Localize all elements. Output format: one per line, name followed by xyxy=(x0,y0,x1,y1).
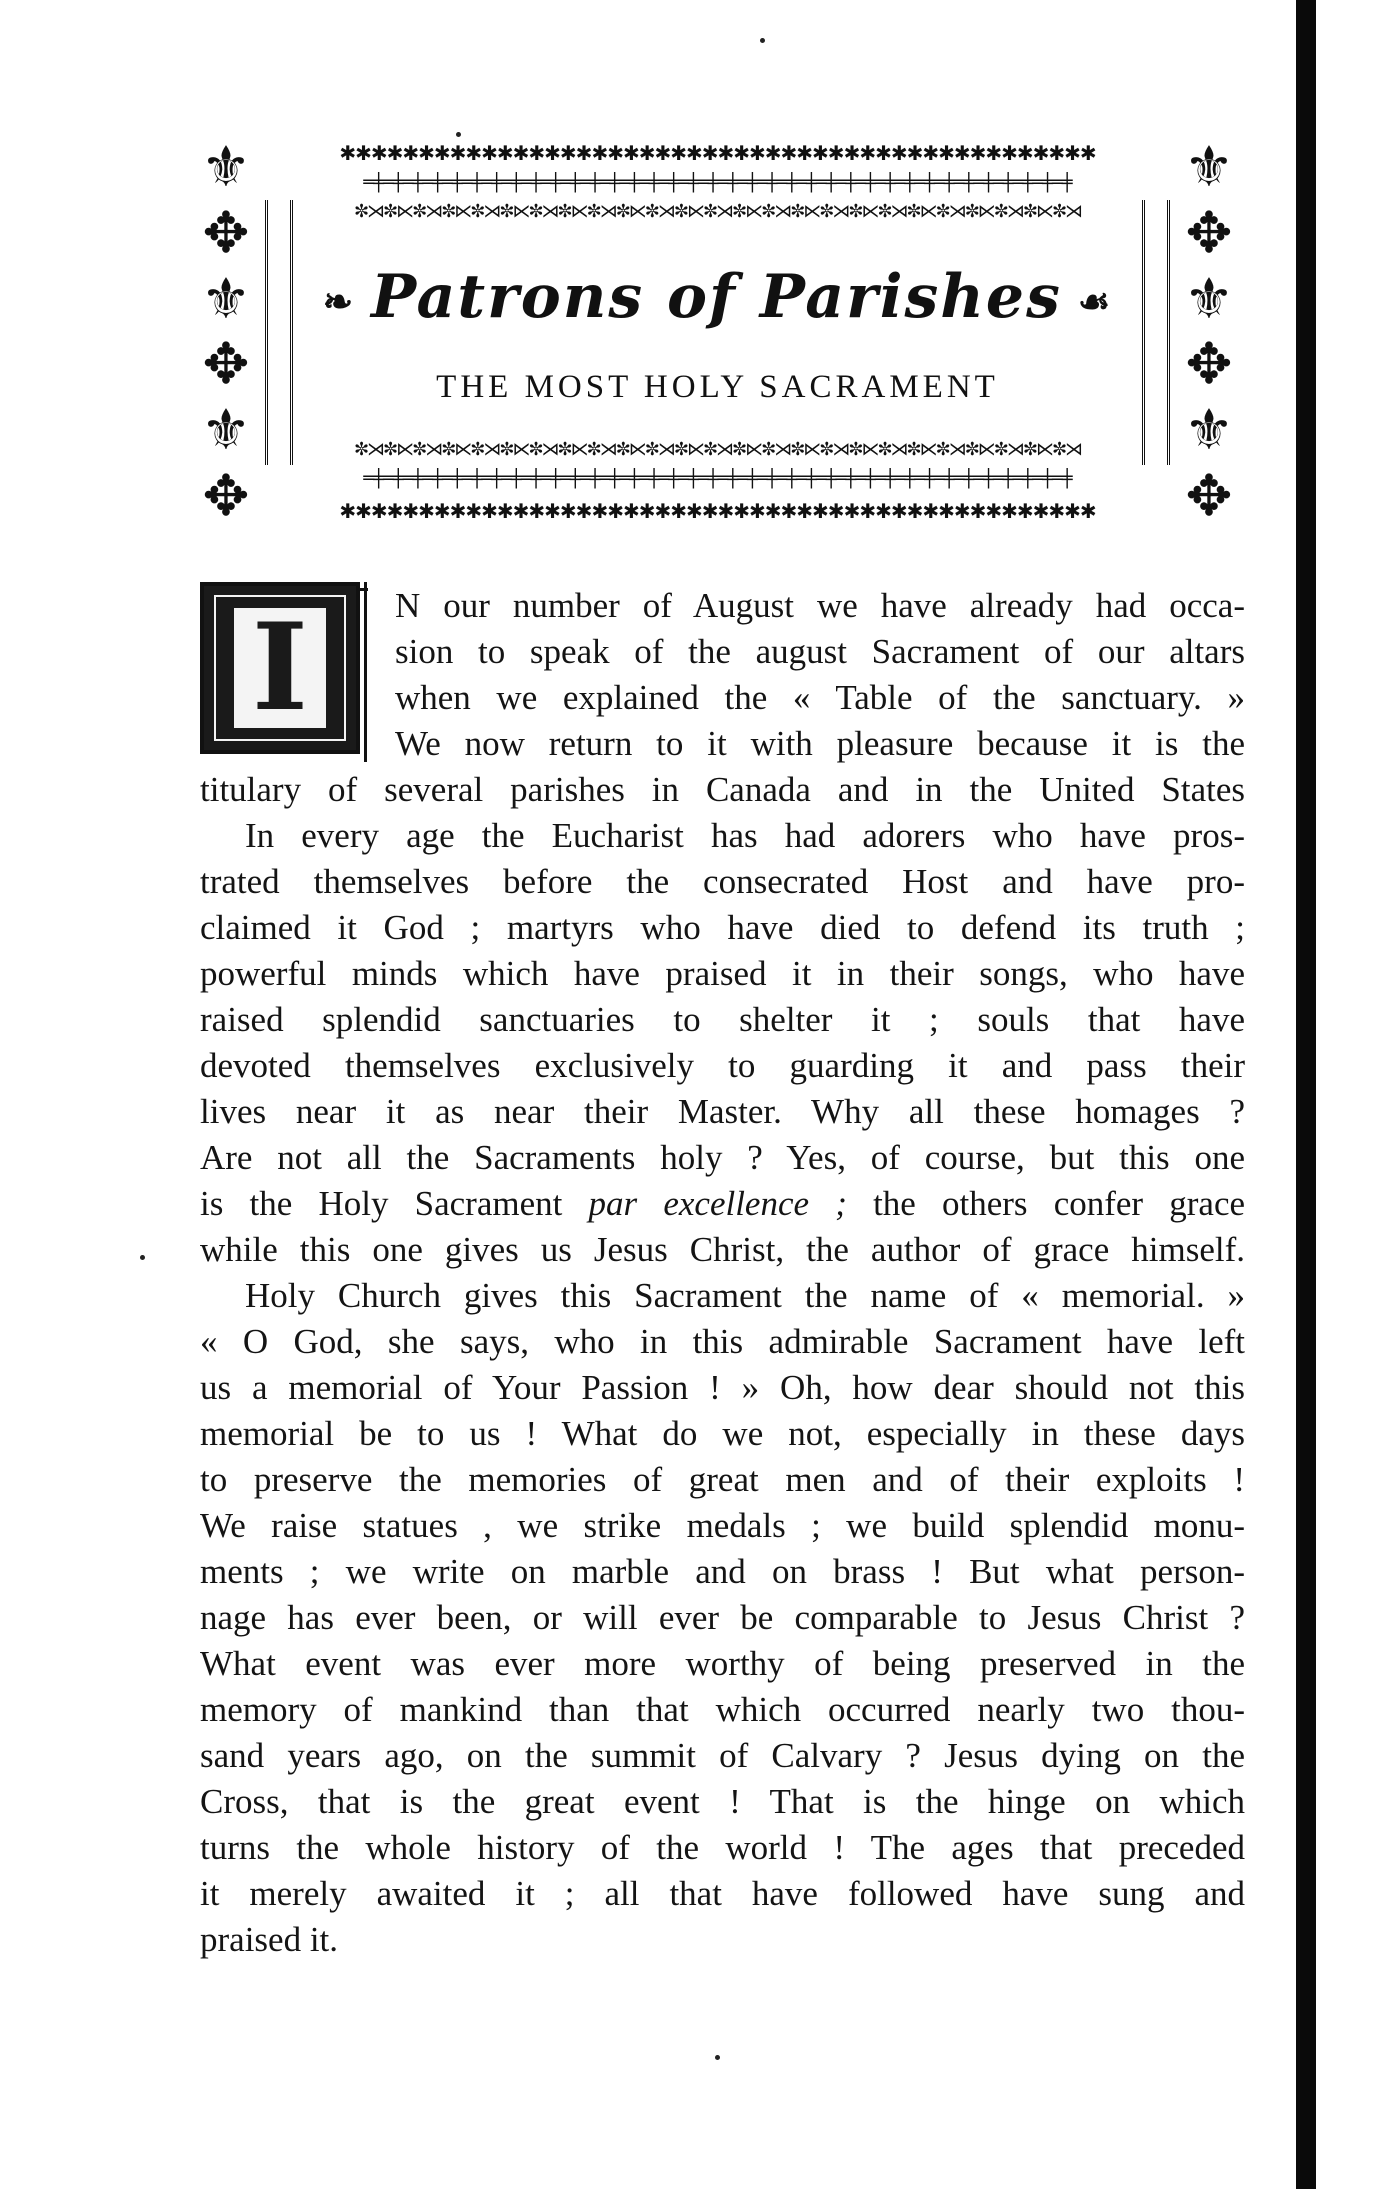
bottom-star-band: ✱✱✱✱✱✱✱✱✱✱✱✱✱✱✱✱✱✱✱✱✱✱✱✱✱✱✱✱✱✱✱✱✱✱✱✱✱✱✱✱✱✱✱✱✱✱✱✱ xyxy=(339,499,1096,523)
text-line: trated themselves before the consecrated Host and have pro- xyxy=(200,862,1245,901)
text-line: memory of mankind than that which occurred nearly two thou- xyxy=(200,1690,1245,1729)
text-line: titulary of several parishes in Canada and in the United States xyxy=(200,770,1245,809)
bottom-chain-band: ═╪═╪═╪═╪═╪═╪═╪═╪═╪═╪═╪═╪═╪═╪═╪═╪═╪═╪═╪═╪═╪═╪═╪═╪═╪═╪═╪═╪═╪═╪═╪═╪═╪═╪═╪═╪ xyxy=(363,468,1072,489)
text-line: us a memorial of Your Passion ! » Oh, how dear should not this xyxy=(200,1368,1245,1407)
frame-right-side xyxy=(1142,200,1170,465)
text-line: claimed it God ; martyrs who have died to defend its truth ; xyxy=(200,908,1245,947)
text-line: lives near it as near their Master. Why all these homages ? xyxy=(200,1092,1245,1131)
text-line: ments ; we write on marble and on brass ! But what person- xyxy=(200,1552,1245,1591)
text-line: We raise statues , we strike medals ; we build splendid monu- xyxy=(200,1506,1245,1545)
print-speck xyxy=(456,132,461,137)
right-floral-border: ⚜ ✥ ⚜ ✥ ⚜ ✥ xyxy=(1183,137,1235,528)
drop-cap-letter: I xyxy=(234,608,326,728)
bottom-lattice-band: ✼⋊✼⋉✼⋊✼⋉✼⋊✼⋉✼⋊✼⋉✼⋊✼⋉✼⋊✼⋉✼⋊✼⋉✼⋊✼⋉✼⋊✼⋉✼⋊✼⋉✼⋊✼⋉✼⋊✼⋉✼⋊ xyxy=(353,439,1082,460)
text-line: What event was ever more worthy of being preserved in the xyxy=(200,1644,1245,1683)
print-speck xyxy=(760,38,765,43)
top-lattice-band: ✼⋊✼⋉✼⋊✼⋉✼⋊✼⋉✼⋊✼⋉✼⋊✼⋉✼⋊✼⋉✼⋊✼⋉✼⋊✼⋉✼⋊✼⋉✼⋊✼⋉✼⋊✼⋉✼⋊✼⋉✼⋊ xyxy=(353,201,1082,222)
title-ornament-icon: ☙ xyxy=(1077,280,1113,323)
left-floral-border: ⚜ ✥ ⚜ ✥ ⚜ ✥ xyxy=(200,137,252,528)
text-line: memorial be to us ! What do we not, especially in these days xyxy=(200,1414,1245,1453)
header-frame xyxy=(195,137,1240,528)
text-line: powerful minds which have praised it in their songs, who have xyxy=(200,954,1245,993)
text-line: sand years ago, on the summit of Calvary ? Jesus dying on the xyxy=(200,1736,1245,1775)
text-span: is the Holy Sacrament xyxy=(200,1184,563,1223)
text-span: the others confer grace xyxy=(873,1184,1246,1223)
text-line: nage has ever been, or will ever be comparable to Jesus Christ ? xyxy=(200,1598,1245,1637)
title-ornament-icon: ❧ xyxy=(322,280,355,323)
drop-cap-ornament xyxy=(214,595,346,741)
text-line xyxy=(200,1181,1245,1227)
top-star-band: ✱✱✱✱✱✱✱✱✱✱✱✱✱✱✱✱✱✱✱✱✱✱✱✱✱✱✱✱✱✱✱✱✱✱✱✱✱✱✱✱✱✱✱✱✱✱✱✱ xyxy=(339,141,1096,165)
top-chain-band: ═╪═╪═╪═╪═╪═╪═╪═╪═╪═╪═╪═╪═╪═╪═╪═╪═╪═╪═╪═╪═╪═╪═╪═╪═╪═╪═╪═╪═╪═╪═╪═╪═╪═╪═╪═╪ xyxy=(363,172,1072,193)
title-area xyxy=(305,252,1130,452)
text-line: raised splendid sanctuaries to shelter it ; souls that have xyxy=(200,1000,1245,1039)
text-line: N our number of August we have already had occa- xyxy=(395,586,1245,625)
text-line: Are not all the Sacraments holy ? Yes, of course, but this one xyxy=(200,1138,1245,1177)
text-line: when we explained the « Table of the sanctuary. » xyxy=(395,678,1245,717)
drop-cap-side-rule xyxy=(364,582,367,762)
page-title xyxy=(305,252,1130,347)
text-line: praised it. xyxy=(200,1920,339,1959)
print-speck xyxy=(715,2055,720,2060)
page-title-text: Patrons of Parishes xyxy=(371,262,1062,332)
title-frame xyxy=(265,140,1170,525)
page-edge-shadow xyxy=(1296,0,1316,2189)
text-line: Holy Church gives this Sacrament the name of « memorial. » xyxy=(245,1276,1245,1315)
text-line: Cross, that is the great event ! That is the hinge on which xyxy=(200,1782,1245,1821)
text-line: to preserve the memories of great men and of their exploits ! xyxy=(200,1460,1245,1499)
italic-phrase: par excellence ; xyxy=(588,1184,847,1223)
text-line: sion to speak of the august Sacrament of our altars xyxy=(395,632,1245,671)
print-speck xyxy=(140,1255,145,1260)
frame-left-side xyxy=(265,200,293,465)
text-line: while this one gives us Jesus Christ, the author of grace himself. xyxy=(200,1230,1245,1269)
text-line: it merely awaited it ; all that have followed have sung and xyxy=(200,1874,1245,1913)
text-line: In every age the Eucharist has had adorers who have pros- xyxy=(245,816,1245,855)
page-subtitle: THE MOST HOLY SACRAMENT xyxy=(436,368,999,405)
drop-cap xyxy=(200,582,360,754)
text-line: « O God, she says, who in this admirable Sacrament have left xyxy=(200,1322,1245,1361)
text-line: devoted themselves exclusively to guarding it and pass their xyxy=(200,1046,1245,1085)
text-line: We now return to it with pleasure because it is the xyxy=(395,724,1245,763)
text-line: turns the whole history of the world ! The ages that preceded xyxy=(200,1828,1245,1867)
